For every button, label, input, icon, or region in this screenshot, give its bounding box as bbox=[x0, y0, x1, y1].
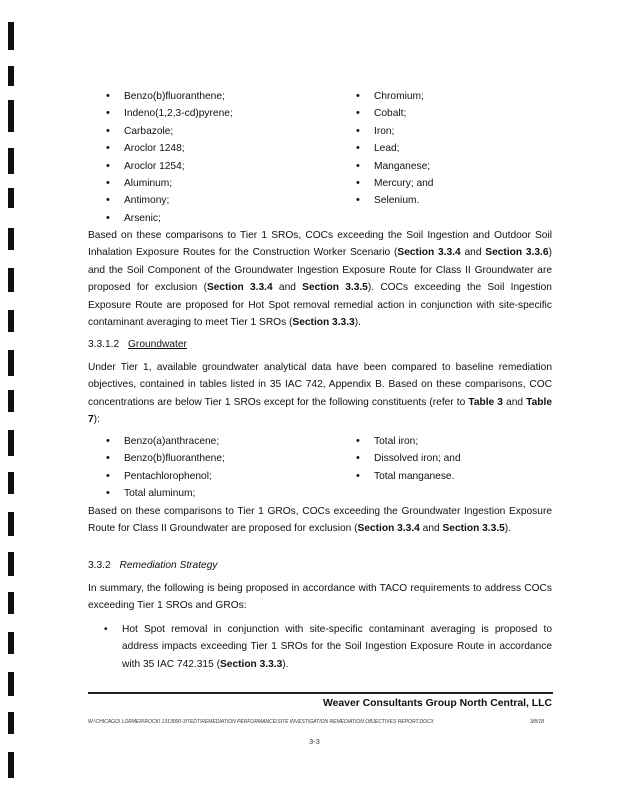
scan-mark bbox=[8, 268, 14, 292]
list-item: • Iron; bbox=[356, 123, 433, 140]
hot-spot-bullet: • Hot Spot removal in conjunction with site-specific contaminant averaging is proposed to address impacts exceeding Tier 1 SROs for the Soil Ingestion Exposure Route in accordance with 35 IAC 742.315 (Section 3.3.3). bbox=[104, 624, 552, 670]
footer-company-name: Weaver Consultants Group North Central, LLC bbox=[323, 698, 552, 709]
groundwater-comparison-paragraph: Based on these comparisons to Tier 1 GROs, COCs exceeding the Groundwater Ingestion Exposure Route for Class II Groundwater are proposed for exclusion (Section 3.3.4 and Section 3.3.5). bbox=[88, 506, 552, 535]
scan-mark bbox=[8, 188, 14, 208]
scan-mark bbox=[8, 148, 14, 174]
scan-mark bbox=[8, 552, 14, 576]
scan-mark bbox=[8, 430, 14, 456]
scan-mark bbox=[8, 310, 14, 332]
list-item: • Aroclor 1254; bbox=[106, 158, 233, 175]
scan-mark bbox=[8, 100, 14, 132]
list-item: • Total aluminum; bbox=[106, 485, 225, 502]
scan-mark bbox=[8, 672, 14, 696]
scan-mark bbox=[8, 350, 14, 376]
page-number: 3-3 bbox=[309, 737, 320, 746]
list-item: • Mercury; and bbox=[356, 175, 433, 192]
scan-mark bbox=[8, 66, 14, 86]
scan-mark bbox=[8, 228, 14, 250]
list-item: • Total iron; bbox=[356, 433, 461, 450]
list-item: • Indeno(1,2,3-cd)pyrene; bbox=[106, 105, 233, 122]
scan-mark bbox=[8, 712, 14, 734]
footer-rule bbox=[88, 692, 553, 694]
list-item: • Benzo(a)anthracene; bbox=[106, 433, 225, 450]
scan-mark bbox=[8, 22, 14, 50]
soil-comparison-paragraph: Based on these comparisons to Tier 1 SROs, COCs exceeding the Soil Ingestion and Outdoor Soil Inhalation Exposure Routes for the Construction Worker Scenario (Section 3.3.4 and Section 3.3.6) and the Soil Component of the Groundwater Ingestion Exposure Route for Class II Groundwater are proposed for exclusion (Section 3.3.4 and Section 3.3.5). COCs exceeding the Soil Ingestion Exposure Route are proposed for Hot Spot removal remedial action in conjunction with site-specific contaminant averaging to meet Tier 1 SROs (Section 3.3.3). bbox=[88, 230, 552, 329]
list-item: • Benzo(b)fluoranthene; bbox=[106, 88, 233, 105]
list-item: • Selenium. bbox=[356, 192, 433, 209]
footer-file-path: W:\CHICAGO\ LORMER\ROCK\ 1313000-3\TEDT\REMEDIATION PERFORMANCE\SITE INVESTIGATION REMEDIATION OBJECTIVES REPORT.DOCX bbox=[88, 719, 434, 725]
summary-paragraph: In summary, the following is being proposed in accordance with TACO requirements to address COCs exceeding Tier 1 SROs and GROs: bbox=[88, 583, 552, 612]
list-item: • Manganese; bbox=[356, 158, 433, 175]
list-item: • Antimony; bbox=[106, 192, 233, 209]
scan-mark bbox=[8, 390, 14, 412]
soil-coc-list-left bbox=[106, 88, 233, 227]
list-item: • Carbazole; bbox=[106, 123, 233, 140]
list-item: • Chromium; bbox=[356, 88, 433, 105]
groundwater-coc-list-left bbox=[106, 433, 225, 503]
groundwater-paragraph: Under Tier 1, available groundwater analytical data have been compared to baseline remediation objectives, contained in tables listed in 35 IAC 742, Appendix B. Based on these comparisons, COC concentrations are below Tier 1 SROs except for the following constituents (refer to Table 3 and Table 7): bbox=[88, 362, 552, 426]
list-item: • Aluminum; bbox=[106, 175, 233, 192]
scan-mark bbox=[8, 512, 14, 536]
scan-mark bbox=[8, 632, 14, 654]
list-item: • Lead; bbox=[356, 140, 433, 157]
soil-coc-list-right bbox=[356, 88, 433, 210]
section-heading-remediation-strategy: 3.3.2 Remediation Strategy bbox=[88, 560, 218, 571]
scan-mark bbox=[8, 472, 14, 494]
section-heading-groundwater: 3.3.1.2 Groundwater bbox=[88, 339, 187, 350]
list-item: • Arsenic; bbox=[106, 210, 233, 227]
list-item: • Pentachlorophenol; bbox=[106, 468, 225, 485]
scan-mark bbox=[8, 752, 14, 778]
list-item: • Benzo(b)fluoranthene; bbox=[106, 450, 225, 467]
list-item: • Aroclor 1248; bbox=[106, 140, 233, 157]
groundwater-coc-list-right bbox=[356, 433, 461, 485]
list-item: • Total manganese. bbox=[356, 468, 461, 485]
list-item: • Dissolved iron; and bbox=[356, 450, 461, 467]
scan-mark bbox=[8, 592, 14, 614]
list-item: • Cobalt; bbox=[356, 105, 433, 122]
footer-date: 3/8/18 bbox=[530, 719, 544, 725]
